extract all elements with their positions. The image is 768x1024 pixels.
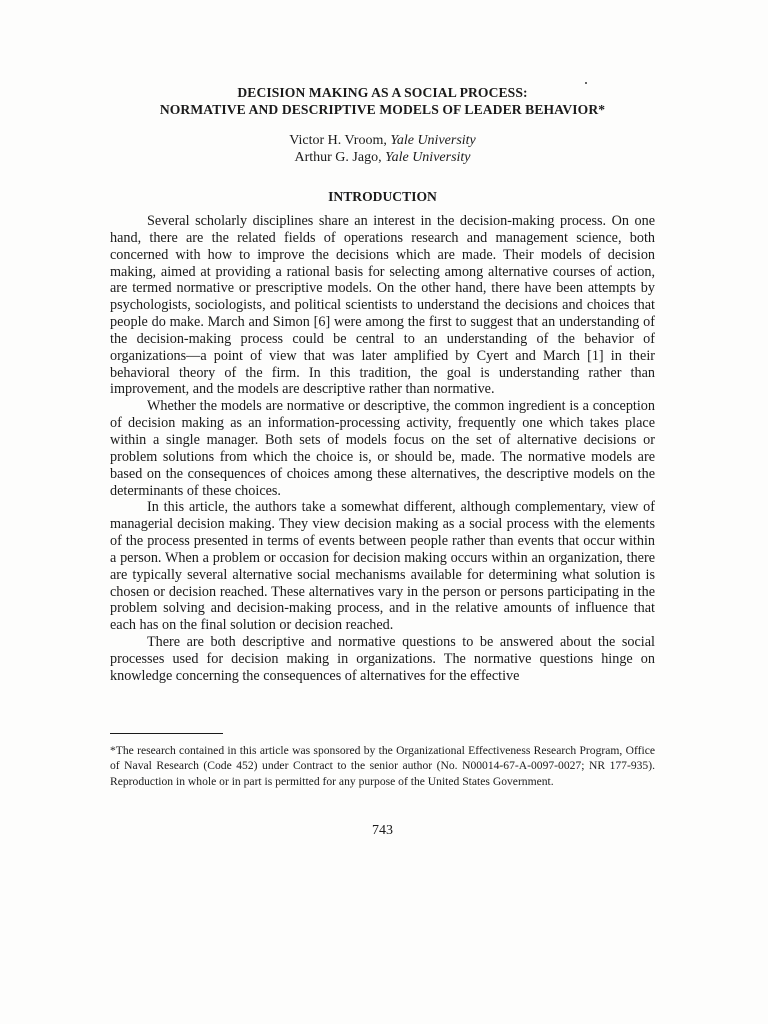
- author-name: Victor H. Vroom,: [289, 133, 391, 148]
- body-paragraph: In this article, the authors take a somewhat different, although complementary, view of managerial decision making. They view decision making as a social process with the elements of the process presented in terms of events between people rather than events that occur within a person. When a problem or occasion for decision making occurs within an organization, there are typically several alternative social mechanisms available for determining what solution is chosen or decision reached. These alternatives vary in the person or persons participating in the problem solving and decision-making process, and in the relative amounts of influence that each has on the final solution or decision reached.: [110, 499, 655, 634]
- article-title-line-2: NORMATIVE AND DESCRIPTIVE MODELS OF LEADER BEHAVIOR*: [159, 102, 606, 117]
- print-speck: [585, 82, 587, 84]
- author-name: Arthur G. Jago,: [294, 150, 386, 165]
- author-line-2: [110, 149, 655, 166]
- author-line-1: [110, 132, 655, 149]
- body-paragraph: There are both descriptive and normative questions to be answered about the social processes used for decision making in organizations. The normative questions hinge on knowledge concerning the consequences of alternatives for the effective: [110, 634, 655, 684]
- body-paragraph: Whether the models are normative or descriptive, the common ingredient is a conception of decision making as an information-processing activity, frequently one which takes place within a single manager. Both sets of models focus on the set of alternative decisions or problem solutions from which the choice is, or should be, made. The normative models are based on the consequences of choices among these alternatives, the descriptive models on the determinants of these choices.: [110, 398, 655, 499]
- body-paragraph: Several scholarly disciplines share an interest in the decision-making process. On one hand, there are the related fields of operations research and management science, both concerned with how to improve the decisions which are made. Their models of decision making, aimed at providing a rational basis for selecting among alternative courses of action, are termed normative or prescriptive models. On the other hand, there have been attempts by psychologists, sociologists, and political scientists to understand the decisions and choices that people do make. March and Simon [6] were among the first to suggest that an understanding of the decision-making process could be central to an understanding of the behavior of organizations—a point of view that was later amplified by Cyert and March [1] in their behavioral theory of the firm. In this tradition, the goal is understanding rather than improvement, and the models are descriptive rather than normative.: [110, 213, 655, 398]
- article-title-line-1: DECISION MAKING AS A SOCIAL PROCESS:: [237, 85, 528, 100]
- author-affiliation: Yale University: [390, 133, 476, 148]
- footnote: *The research contained in this article was sponsored by the Organizational Effectiveness Research Program, Office of Naval Research (Code 452) under Contract to the senior author (No. N00014-67-A-0097-0027; NR 177-935). Reproduction in whole or in part is permitted for any purpose of the United States Government.: [110, 744, 655, 788]
- page-number: 743: [372, 823, 393, 838]
- section-heading: INTRODUCTION: [328, 189, 437, 204]
- author-affiliation: Yale University: [385, 150, 471, 165]
- article-body: [110, 213, 655, 685]
- footnote-rule: [110, 733, 223, 734]
